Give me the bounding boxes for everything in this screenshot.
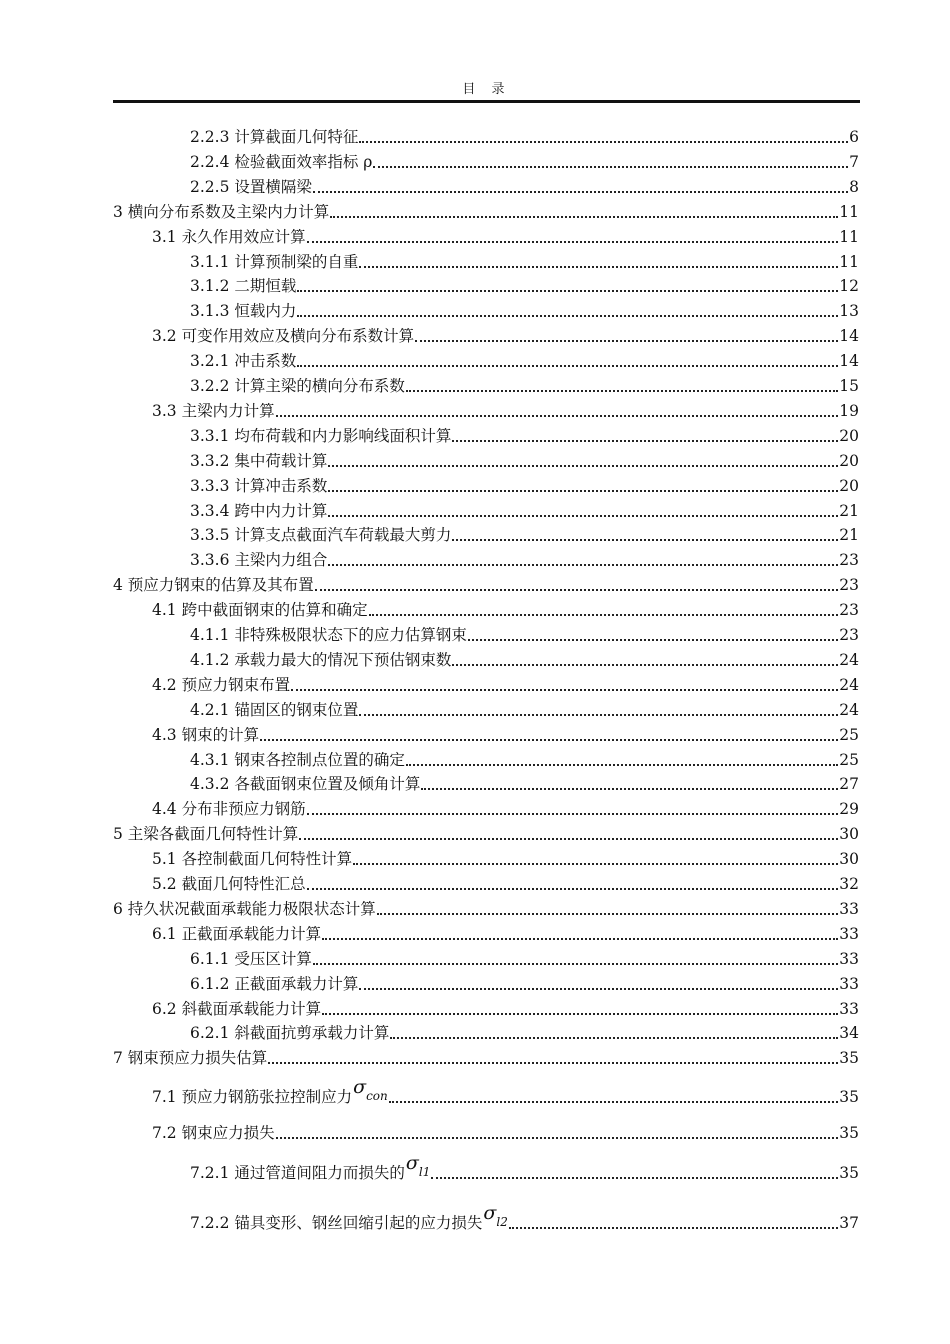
toc-entry[interactable] — [190, 374, 859, 396]
toc-entry[interactable] — [113, 573, 859, 595]
toc-entry[interactable] — [190, 548, 859, 570]
toc-entry-page: 21 — [839, 526, 859, 545]
toc-entry-page: 30 — [839, 850, 859, 869]
dot-leader — [359, 714, 838, 716]
dot-leader — [389, 1101, 839, 1103]
toc-entry-page: 14 — [839, 327, 859, 346]
toc-entry-title: 4 预应力钢束的估算及其布置 — [113, 576, 314, 595]
dot-leader — [291, 689, 838, 691]
toc-entry-title: 2.2.5 设置横隔梁 — [190, 177, 312, 196]
toc-entry-title: 7.2.1 通过管道间阻力而损失的 — [190, 1164, 405, 1182]
sigma-subscript: l1 — [418, 1165, 431, 1179]
dot-leader — [299, 838, 838, 840]
toc-entry[interactable] — [190, 274, 859, 296]
dot-leader — [373, 166, 848, 168]
dot-leader — [330, 216, 838, 218]
toc-entry[interactable] — [190, 1152, 859, 1183]
toc-entry[interactable] — [190, 150, 859, 172]
toc-entry[interactable] — [152, 797, 859, 819]
page-header: 目 录 — [462, 82, 511, 97]
dot-leader — [276, 415, 839, 417]
toc-entry[interactable] — [190, 125, 859, 147]
dot-leader — [452, 539, 838, 541]
toc-entry-title: 4.1.2 承载力最大的情况下预估钢束数 — [190, 650, 452, 669]
toc-entry-page: 30 — [839, 825, 859, 844]
toc-entry[interactable] — [152, 225, 859, 247]
toc-entry-page: 24 — [839, 650, 859, 669]
toc-entry-page: 25 — [839, 750, 859, 769]
toc-entry-page: 35 — [839, 1124, 859, 1142]
toc-entry-title: 4.2.1 锚固区的钢束位置 — [190, 700, 359, 719]
toc-entry[interactable] — [113, 822, 859, 844]
dot-leader — [297, 290, 838, 292]
toc-entry-page: 29 — [839, 800, 859, 819]
sigma-subscript: con — [366, 1089, 388, 1103]
sigma-glyph: σ — [353, 1076, 367, 1098]
toc-entry[interactable] — [152, 847, 859, 869]
toc-entry-title: 4.1.1 非特殊极限状态下的应力估算钢束 — [190, 626, 467, 644]
toc-entry[interactable] — [190, 698, 859, 720]
toc-entry[interactable] — [152, 324, 859, 346]
toc-entry[interactable] — [190, 947, 859, 969]
toc-entry[interactable] — [190, 623, 859, 645]
dot-leader — [297, 315, 838, 317]
toc-entry[interactable] — [190, 499, 859, 521]
toc-entry[interactable] — [152, 1076, 859, 1107]
dot-leader — [431, 1177, 838, 1179]
toc-entry-title: 4.1 跨中截面钢束的估算和确定 — [152, 601, 368, 620]
dot-leader — [322, 1013, 838, 1015]
sigma-subscript: l2 — [496, 1215, 508, 1229]
dot-leader — [313, 963, 838, 965]
dot-leader — [307, 241, 839, 243]
toc-entry-page: 6 — [849, 128, 859, 146]
dot-leader — [322, 938, 838, 940]
toc-entry-title: 7.2 钢束应力损失 — [152, 1124, 275, 1142]
toc-entry-title: 3.3 主梁内力计算 — [152, 401, 275, 420]
toc-entry[interactable] — [113, 200, 859, 222]
toc-entry-page: 23 — [839, 576, 859, 595]
toc-entry[interactable] — [190, 449, 859, 471]
toc-entry[interactable] — [113, 1046, 859, 1068]
dot-leader — [468, 639, 838, 641]
toc-entry-title: 4.3 钢束的计算 — [152, 725, 260, 744]
toc-entry-page: 13 — [839, 302, 859, 321]
toc-entry-title: 3.3.5 计算支点截面汽车荷载最大剪力 — [190, 526, 452, 545]
toc-entry[interactable] — [152, 598, 859, 620]
toc-entry-page: 25 — [839, 725, 859, 744]
toc-entry-title: 5.1 各控制截面几何特性计算 — [152, 850, 353, 869]
toc-entry-page: 11 — [839, 227, 859, 246]
dot-leader — [415, 340, 838, 342]
toc-entry-page: 32 — [839, 875, 859, 893]
toc-entry-title: 2.2.3 计算截面几何特征 — [190, 128, 359, 146]
sigma-glyph: σ — [405, 1152, 419, 1174]
toc-entry-title: 3.1.3 恒载内力 — [190, 302, 297, 321]
toc-entry-page: 33 — [839, 949, 859, 968]
toc-entry-page: 35 — [839, 1088, 859, 1106]
toc-entry[interactable] — [190, 1021, 859, 1043]
dot-leader — [307, 813, 839, 815]
dot-leader — [406, 390, 838, 392]
toc-entry-page: 33 — [839, 924, 859, 943]
toc-entry-title: 6.2.1 斜截面抗剪承载力计算 — [190, 1024, 390, 1043]
dot-leader — [268, 1062, 838, 1064]
toc-entry-page: 23 — [839, 601, 859, 620]
toc-entry-page: 27 — [839, 775, 859, 794]
toc-entry-page: 7 — [849, 152, 859, 171]
toc-entry-title: 4.4 分布非预应力钢筋 — [152, 800, 306, 819]
toc-entry[interactable] — [190, 349, 859, 371]
dot-leader — [297, 365, 838, 367]
toc-entry-page: 12 — [839, 277, 859, 296]
toc-entry[interactable] — [190, 523, 859, 545]
toc-entry-page: 37 — [839, 1214, 859, 1232]
toc-entry-title: 3.3.2 集中荷载计算 — [190, 451, 328, 470]
toc-entry-title: 3.1.1 计算预制梁的自重 — [190, 252, 359, 271]
dot-leader — [359, 141, 848, 143]
toc-entry-title: 3.3.4 跨中内力计算 — [190, 501, 328, 520]
toc-entry-title: 3.2.1 冲击系数 — [190, 352, 297, 371]
toc-entry[interactable] — [190, 772, 859, 794]
dot-leader — [307, 888, 839, 890]
toc-entry-page: 19 — [839, 401, 859, 420]
toc-entry-title: 7 钢束预应力损失估算 — [113, 1049, 268, 1068]
toc-entry-page: 20 — [839, 451, 859, 470]
toc-entry-page: 33 — [839, 999, 859, 1018]
dot-leader — [315, 589, 838, 591]
toc-entry[interactable] — [190, 474, 859, 496]
sigma-symbol — [483, 1202, 508, 1233]
toc-entry-page: 35 — [839, 1164, 859, 1182]
toc-entry-title: 6.1.2 正截面承载力计算 — [190, 974, 359, 993]
dot-leader — [452, 664, 838, 666]
toc-entry[interactable] — [190, 972, 859, 994]
toc-entry[interactable] — [152, 872, 859, 894]
toc-entry[interactable] — [152, 399, 859, 421]
toc-entry[interactable] — [190, 748, 859, 770]
toc-entry-page: 11 — [839, 252, 859, 271]
dot-leader — [328, 564, 838, 566]
toc-entry[interactable] — [190, 648, 859, 670]
toc-entry-title: 4.2 预应力钢束布置 — [152, 675, 291, 694]
toc-entry-page: 20 — [839, 426, 859, 445]
toc-entry[interactable] — [190, 1202, 859, 1233]
toc-entry-title: 4.3.1 钢束各控制点位置的确定 — [190, 750, 405, 769]
dot-leader — [421, 788, 838, 790]
toc-entry-page: 24 — [839, 700, 859, 719]
dot-leader — [369, 614, 839, 616]
sigma-symbol — [405, 1152, 431, 1183]
toc-entry-title: 7.1 预应力钢筋张拉控制应力 — [152, 1088, 353, 1106]
toc-entry-page: 34 — [839, 1024, 859, 1043]
dot-leader — [359, 988, 838, 990]
dot-leader — [353, 863, 838, 865]
toc-entry[interactable] — [190, 424, 859, 446]
toc-entry-title: 3.1.2 二期恒载 — [190, 277, 297, 296]
toc-entry-title: 3 横向分布系数及主梁内力计算 — [113, 202, 330, 221]
toc-entry[interactable] — [190, 175, 859, 197]
dot-leader — [328, 490, 838, 492]
toc-entry-page: 14 — [839, 352, 859, 371]
toc-entry[interactable] — [190, 299, 859, 321]
sigma-glyph: σ — [483, 1202, 497, 1224]
toc-entry[interactable] — [113, 897, 859, 919]
dot-leader — [313, 191, 848, 193]
toc-entry-page: 23 — [839, 626, 859, 644]
dot-leader — [509, 1227, 838, 1229]
toc-entry-title: 6.1 正截面承载能力计算 — [152, 924, 322, 943]
toc-entry-page: 15 — [839, 377, 859, 395]
dot-leader — [260, 739, 838, 741]
toc-entry-page: 23 — [839, 551, 859, 570]
toc-entry[interactable] — [152, 997, 859, 1019]
sigma-symbol — [353, 1076, 388, 1107]
toc-entry-title: 6.1.1 受压区计算 — [190, 949, 312, 968]
toc-entry-title: 5.2 截面几何特性汇总 — [152, 875, 306, 893]
dot-leader — [276, 1137, 839, 1139]
toc-entry-page: 33 — [839, 974, 859, 993]
toc-entry-page: 8 — [849, 177, 859, 196]
dot-leader — [328, 515, 838, 517]
toc-entry-page: 11 — [839, 202, 859, 221]
toc-entry-title: 3.2 可变作用效应及横向分布系数计算 — [152, 327, 415, 346]
toc-entry-title: 2.2.4 检验截面效率指标 ρ — [190, 152, 373, 171]
toc-entry[interactable] — [152, 922, 859, 944]
toc-entry-title: 5 主梁各截面几何特性计算 — [113, 825, 299, 844]
toc-entry[interactable] — [152, 673, 859, 695]
toc-entry-page: 20 — [839, 476, 859, 495]
toc-entry-title: 3.3.1 均布荷载和内力影响线面积计算 — [190, 426, 452, 445]
toc-entry-page: 33 — [839, 899, 859, 918]
toc-entry-page: 24 — [839, 675, 859, 694]
dot-leader — [359, 266, 838, 268]
dot-leader — [377, 913, 838, 915]
toc-entry[interactable] — [152, 1121, 859, 1143]
toc-entry-title: 3.3.6 主梁内力组合 — [190, 551, 328, 570]
dot-leader — [452, 440, 838, 442]
toc-entry-title: 7.2.2 锚具变形、钢丝回缩引起的应力损失 — [190, 1214, 483, 1232]
toc-entry-title: 3.1 永久作用效应计算 — [152, 227, 306, 246]
dot-leader — [328, 465, 838, 467]
toc-entry[interactable] — [152, 723, 859, 745]
toc-entry-title: 3.2.2 计算主梁的横向分布系数 — [190, 377, 405, 395]
toc-entry-title: 6.2 斜截面承载能力计算 — [152, 999, 322, 1018]
dot-leader — [406, 764, 838, 766]
dot-leader — [390, 1037, 838, 1039]
toc-entry-title: 3.3.3 计算冲击系数 — [190, 476, 328, 495]
toc-entry-page: 21 — [839, 501, 859, 520]
toc-entry-title: 4.3.2 各截面钢束位置及倾角计算 — [190, 775, 421, 794]
toc-entry-page: 35 — [839, 1049, 859, 1068]
toc-entry-title: 6 持久状况截面承载能力极限状态计算 — [113, 899, 376, 918]
toc-entry[interactable] — [190, 250, 859, 272]
